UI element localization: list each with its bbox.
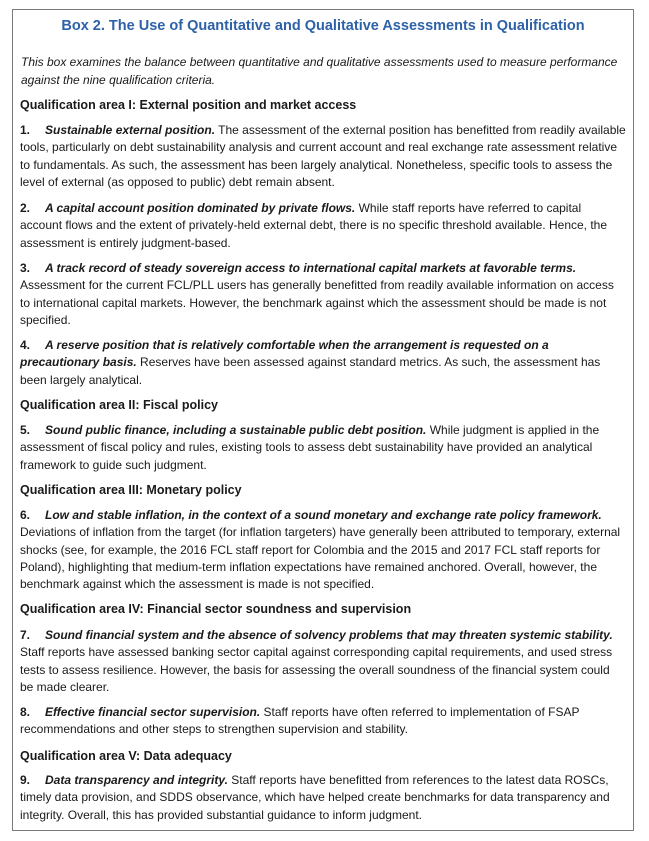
criterion-number: 4. (20, 338, 31, 352)
criterion-lead: Effective financial sector supervision. (45, 705, 261, 719)
criterion-2 (20, 200, 626, 252)
criterion-number: 3. (20, 261, 31, 275)
box-frame (12, 9, 634, 831)
area-heading-5: Qualification area V: Data adequacy (20, 749, 232, 763)
criterion-text: Assessment for the current FCL/PLL users has generally benefitted from readily available information on access to international capital markets. However, the benchmark against which the assessment should be made is not specified. (20, 278, 614, 327)
criterion-9 (20, 772, 626, 824)
criterion-text: While judgment is applied in the assessment of fiscal policy and rules, existing tools to assess debt sustainability have provided an analytical framework to guide such judgment. (20, 423, 600, 472)
criterion-lead: Sound financial system and the absence of solvency problems that may threaten systemic stability. (45, 628, 613, 642)
criterion-number: 5. (20, 423, 31, 437)
area-heading-4: Qualification area IV: Financial sector soundness and supervision (20, 602, 412, 616)
criterion-7 (20, 627, 626, 696)
criterion-number: 2. (20, 201, 31, 215)
criterion-lead: A track record of steady sovereign access to international capital markets at favorable terms. (45, 261, 577, 275)
criterion-text: Reserves have been assessed against standard metrics. As such, the assessment has been largely analytical. (20, 355, 601, 387)
criterion-text: Deviations of inflation from the target (for inflation targeters) have generally been attributed to temporary, external shocks (see, for example, the 2016 FCL staff report for Colombia and the 2015 and 2017 FCL staff reports for Poland), highlighting that medium-term inflation expectations have remained anchored. Overall, however, the benchmark against which the assessment is made is not specified. (20, 525, 621, 592)
criterion-lead: Sustainable external position. (45, 123, 216, 137)
criterion-3 (20, 260, 626, 329)
criterion-number: 8. (20, 705, 31, 719)
criterion-lead: A capital account position dominated by private flows. (45, 201, 356, 215)
criterion-lead: A reserve position that is relatively comfortable when the arrangement is requested on a precautionary basis. (20, 338, 549, 370)
criterion-text: Staff reports have benefitted from references to the latest data ROSCs, timely data provision, and SDDS observance, which have helped create benchmarks for data transparency and integrity. Overall, this has provided substantial guidance to inform judgment. (20, 773, 610, 822)
criterion-number: 7. (20, 628, 31, 642)
criterion-6 (20, 507, 626, 593)
criterion-number: 9. (20, 773, 31, 787)
criterion-number: 1. (20, 123, 31, 137)
criterion-number: 6. (20, 508, 31, 522)
criterion-8 (20, 704, 626, 739)
criterion-lead: Low and stable inflation, in the context of a sound monetary and exchange rate policy framework. (45, 508, 602, 522)
criterion-text: While staff reports have referred to capital account flows and the extent of privately-held external debt, there is no specific threshold available. Hence, the assessment is entirely judgment-based. (20, 201, 608, 250)
criterion-text: The assessment of the external position has benefitted from readily available tools, particularly on debt sustainability analysis and current account and real exchange rate assessment relative to fundamentals. As such, the assessment has been largely analytical. Nonetheless, specific tools to assess the level of external (as opposed to public) debt remain absent. (20, 123, 626, 189)
criterion-text: Staff reports have often referred to implementation of FSAP recommendations and other steps to strengthen supervision and stability. (20, 705, 580, 737)
area-heading-1: Qualification area I: External position and market access (20, 98, 357, 112)
criterion-1 (20, 122, 626, 191)
criterion-text: Staff reports have assessed banking sector capital against corresponding capital requirements, and used stress tests to assess resilience. However, the basis for assessing the overall soundness of the financial system could be made clearer. (20, 645, 613, 694)
area-heading-3: Qualification area III: Monetary policy (20, 483, 242, 497)
criterion-lead: Data transparency and integrity. (45, 773, 228, 787)
area-heading-2: Qualification area II: Fiscal policy (20, 398, 218, 412)
criterion-4 (20, 337, 626, 389)
box-intro: This box examines the balance between quantitative and qualitative assessments used to measure performance against the nine qualification criteria. (21, 55, 618, 87)
box-title: Box 2. The Use of Quantitative and Qualitative Assessments in Qualification (61, 18, 585, 34)
criterion-5 (20, 422, 626, 474)
criterion-lead: Sound public finance, including a sustainable public debt position. (45, 423, 427, 437)
